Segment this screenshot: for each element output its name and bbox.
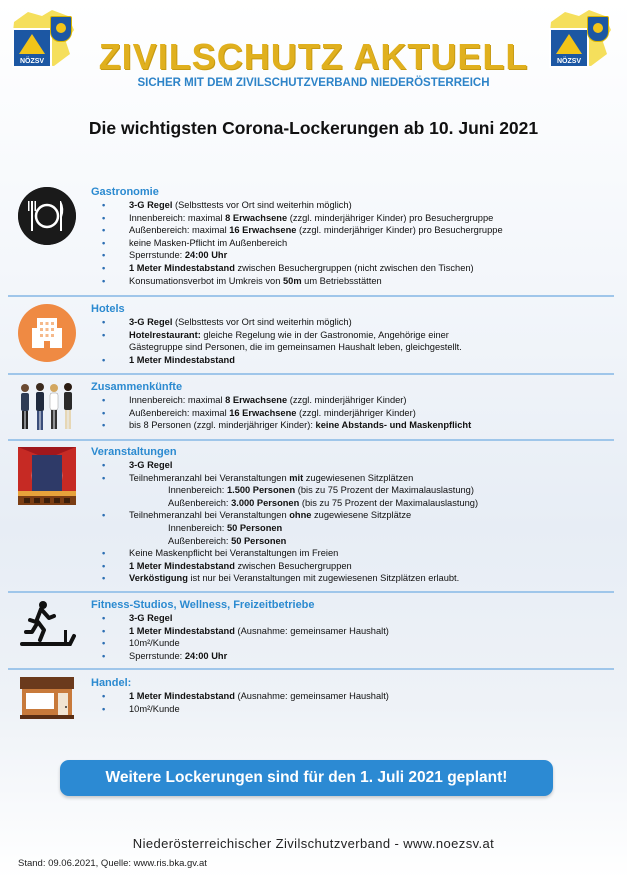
source-date-note: Stand: 09.06.2021, Quelle: www.ris.bka.gv.at xyxy=(18,858,207,869)
main-title: ZIVILSCHUTZ AKTUELL xyxy=(98,36,529,77)
list-item: • Außenbereich: maximal 16 Erwachsene (zzgl. minderjähriger Kinder) xyxy=(102,407,471,420)
section-title: Veranstaltungen xyxy=(91,446,177,458)
list-item: • 1 Meter Mindestabstand zwischen Besuchergruppen (nicht zwischen den Tischen) xyxy=(102,262,503,275)
zivilschutz-triangle-icon xyxy=(12,28,52,68)
handel-list xyxy=(102,690,389,715)
list-item: • Keine Maskenpflicht bei Veranstaltungen im Freien xyxy=(102,547,478,560)
people-group-icon xyxy=(16,381,78,433)
subtitle: SICHER MIT DEM ZIVILSCHUTZVERBAND NIEDERÖSTERREICH xyxy=(137,77,490,89)
veranstaltungen-list xyxy=(102,459,478,585)
coat-of-arms-icon xyxy=(587,16,609,42)
coat-of-arms-icon xyxy=(50,16,72,42)
list-item: Gästegruppe sind Personen, die im gemeinsamen Haushalt leben, gleichgestellt. xyxy=(129,342,462,353)
treadmill-runner-icon xyxy=(20,600,76,652)
list-item: • 3-G Regel xyxy=(102,459,478,472)
section-divider xyxy=(8,439,614,441)
list-item: • Hotelrestaurant: gleiche Regelung wie in der Gastronomie, Angehörige einer xyxy=(102,329,462,342)
list-item: Außenbereich: 50 Personen xyxy=(168,535,287,546)
list-item: • Sperrstunde: 24:00 Uhr xyxy=(102,650,389,663)
list-item: Innenbereich: 50 Personen xyxy=(168,522,283,533)
list-item: • 1 Meter Mindestabstand xyxy=(102,354,462,367)
section-title: Fitness-Studios, Wellness, Freizeitbetriebe xyxy=(91,599,315,611)
further-easing-banner: Weitere Lockerungen sind für den 1. Juli 2021 geplant! xyxy=(60,760,553,796)
noezsv-logo-left xyxy=(8,8,76,72)
list-item: • Teilnehmeranzahl bei Veranstaltungen mit zugewiesenen Sitzplätzen xyxy=(102,472,478,485)
hotels-list xyxy=(102,316,462,366)
list-item: • Sperrstunde: 24:00 Uhr xyxy=(102,249,503,262)
logo-label: NÖZSV xyxy=(556,58,582,65)
theater-stage-icon xyxy=(18,447,76,505)
section-title: Gastronomie xyxy=(91,186,159,198)
list-item: • 1 Meter Mindestabstand zwischen Besuchergruppen xyxy=(102,560,478,573)
section-divider xyxy=(8,373,614,375)
list-item: • 10m²/Kunde xyxy=(102,703,389,716)
zusammenkuenfte-list xyxy=(102,394,471,432)
section-title: Zusammenkünfte xyxy=(91,381,183,393)
cutlery-icon xyxy=(18,187,76,245)
section-title: Handel: xyxy=(91,677,132,689)
section-divider xyxy=(8,668,614,670)
list-item: • Innenbereich: maximal 8 Erwachsene (zzgl. minderjähriger Kinder) xyxy=(102,394,471,407)
fitness-list xyxy=(102,612,389,662)
section-divider xyxy=(8,295,614,297)
zivilschutz-triangle-icon xyxy=(549,28,589,68)
list-item: • 1 Meter Mindestabstand (Ausnahme: gemeinsamer Haushalt) xyxy=(102,690,389,703)
footer-organization: Niederösterreichischer Zivilschutzverband - www.noezsv.at xyxy=(132,836,495,851)
list-item: • 3-G Regel xyxy=(102,612,389,625)
list-item: • Konsumationsverbot im Umkreis von 50m um Betriebsstätten xyxy=(102,275,503,288)
gastronomie-list xyxy=(102,199,503,287)
list-item: • 3-G Regel (Selbsttests vor Ort sind weiterhin möglich) xyxy=(102,199,503,212)
list-item: • Teilnehmeranzahl bei Veranstaltungen ohne zugewiesene Sitzplätze xyxy=(102,509,478,522)
list-item: • Verköstigung ist nur bei Veranstaltungen mit zugewiesenen Sitzplätzen erlaubt. xyxy=(102,572,478,585)
page-headline: Die wichtigsten Corona-Lockerungen ab 10. Juni 2021 xyxy=(88,118,539,138)
shop-front-icon xyxy=(18,677,76,719)
section-divider xyxy=(8,591,614,593)
logo-label: NÖZSV xyxy=(19,58,45,65)
section-title: Hotels xyxy=(91,303,125,315)
list-item: • 1 Meter Mindestabstand (Ausnahme: gemeinsamer Haushalt) xyxy=(102,625,389,638)
list-item: • Innenbereich: maximal 8 Erwachsene (zzgl. minderjähriger Kinder) pro Besuchergruppe xyxy=(102,212,503,225)
noezsv-logo-right xyxy=(545,8,613,72)
list-item: • Außenbereich: maximal 16 Erwachsene (zzgl. minderjähriger Kinder) pro Besuchergruppe xyxy=(102,224,503,237)
hotel-building-icon xyxy=(18,304,76,362)
list-item: Innenbereich: 1.500 Personen (bis zu 75 Prozent der Maximalauslastung) xyxy=(168,485,474,496)
list-item: Außenbereich: 3.000 Personen (bis zu 75 Prozent der Maximalauslastung) xyxy=(168,497,479,508)
list-item: • bis 8 Personen (zzgl. minderjähriger Kinder): keine Abstands- und Maskenpflicht xyxy=(102,419,471,432)
list-item: • keine Masken-Pflicht im Außenbereich xyxy=(102,237,503,250)
list-item: • 3-G Regel (Selbsttests vor Ort sind weiterhin möglich) xyxy=(102,316,462,329)
list-item: • 10m²/Kunde xyxy=(102,637,389,650)
